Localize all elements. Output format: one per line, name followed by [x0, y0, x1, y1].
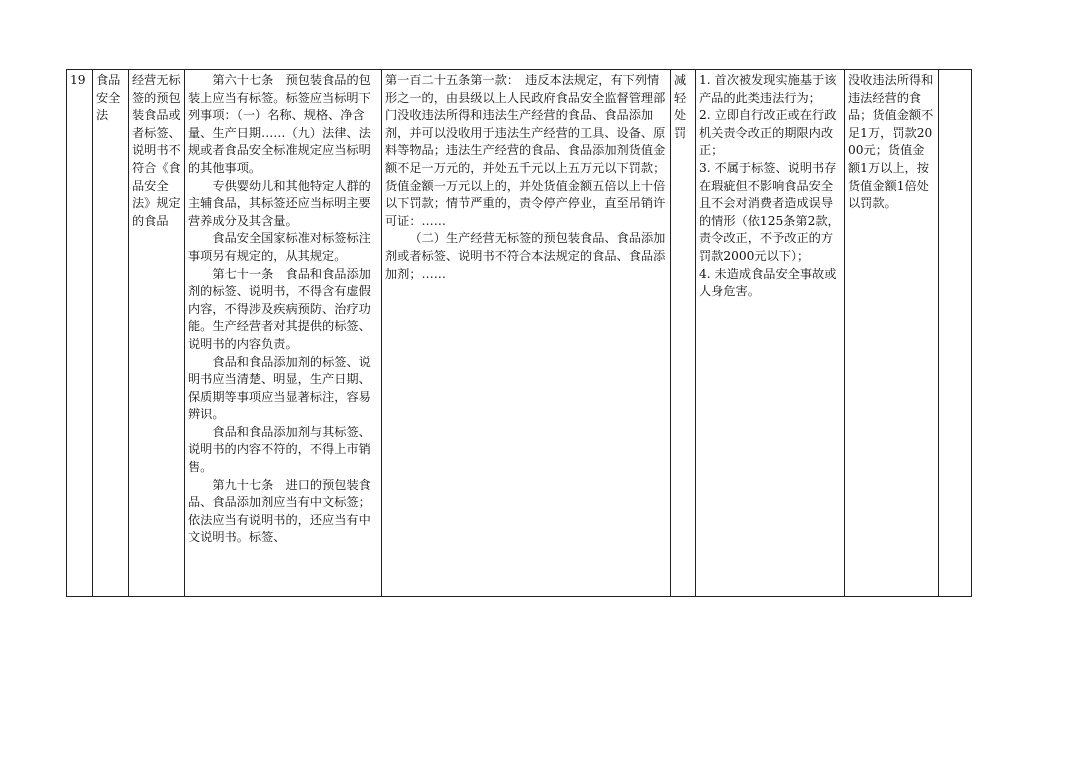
- condition-item: 2. 立即自行改正或在行政机关责令改正的期限内改正；: [699, 108, 837, 158]
- penalty-basis-paragraph: 第一百二十五条第一款： 违反本法规定，有下列情形之一的，由县级以上人民政府食品安全监督管理部门没收违法所得和违法生产经营的食品、食品添加剂，并可以没收用于违法生产经营的工具、设备、原料等物品；违法生产经营的食品、食品添加剂货值金额不足一万元的，并处五千元以上五万元以下罚款；货值金额一万元以上的，并处货值金额五倍以上十倍以下罚款；情节严重的，责令停产停业，直至吊销许可证：……: [385, 73, 666, 228]
- penalty-basis-cell: [382, 70, 671, 597]
- condition-item: 1. 首次被发现实施基于该产品的此类违法行为；: [699, 73, 837, 105]
- law-name: 食品安全法: [96, 73, 121, 123]
- remarks-cell: [939, 70, 972, 597]
- legal-basis-cell: [185, 70, 382, 597]
- violation-cell: [129, 70, 185, 597]
- standard-cell: [845, 70, 939, 597]
- legal-basis-paragraph: 食品安全国家标准对标签标注事项另有规定的，从其规定。: [188, 231, 371, 263]
- condition-item: 3. 不属于标签、说明书存在瑕疵但不影响食品安全且不会对消费者造成误导的情形（依125条第2款，责令改正，不予改正的方罚款2000元以下）；: [699, 160, 840, 263]
- row-number-cell: [67, 70, 93, 597]
- penalty-standard-table: [66, 69, 972, 597]
- legal-basis-paragraph: 专供婴幼儿和其他特定人群的主辅食品，其标签还应当标明主要营养成分及其含量。: [188, 178, 371, 228]
- table-row: [67, 70, 972, 597]
- law-cell: [93, 70, 129, 597]
- legal-basis-text: [188, 72, 378, 594]
- penalty-basis-paragraph: （二）生产经营无标签的预包装食品、食品添加剂或者标签、说明书不符合本法规定的食品、食品添加剂；……: [385, 231, 666, 281]
- penalty-type-cell: [671, 70, 696, 597]
- legal-basis-paragraph: 第六十七条 预包装食品的包装上应当有标签。标签应当标明下列事项：（一）名称、规格、净含量、生产日期……（九）法律、法规或者食品安全标准规定应当标明的其他事项。: [188, 73, 371, 175]
- legal-basis-paragraph: 第七十一条 食品和食品添加剂的标签、说明书，不得含有虚假内容，不得涉及疾病预防、治疗功能。生产经营者对其提供的标签、说明书的内容负责。: [188, 266, 371, 351]
- violation-description: 经营无标签的预包装食品或者标签、说明书不符合《食品安全法》规定的食品: [132, 73, 181, 228]
- penalty-type: 减轻处罚: [674, 73, 687, 140]
- legal-basis-paragraph: 食品和食品添加剂的标签、说明书应当清楚、明显，生产日期、保质期等事项应当显著标注，容易辨识。: [188, 354, 371, 422]
- row-number: 19: [70, 73, 86, 87]
- conditions-cell: [696, 70, 845, 597]
- legal-basis-paragraph: 第九十七条 进口的预包装食品、食品添加剂应当有中文标签；依法应当有说明书的，还应当有中文说明书。标签、: [188, 477, 371, 545]
- penalty-standard: 没收违法所得和违法经营的食品；货值金额不足1万，罚款2000元；货值金额1万以上，按货值金额1倍处以罚款。: [848, 73, 934, 211]
- legal-basis-paragraph: 食品和食品添加剂与其标签、说明书的内容不符的，不得上市销售。: [188, 424, 371, 475]
- condition-item: 4. 未造成食品安全事故或人身危害。: [699, 266, 837, 299]
